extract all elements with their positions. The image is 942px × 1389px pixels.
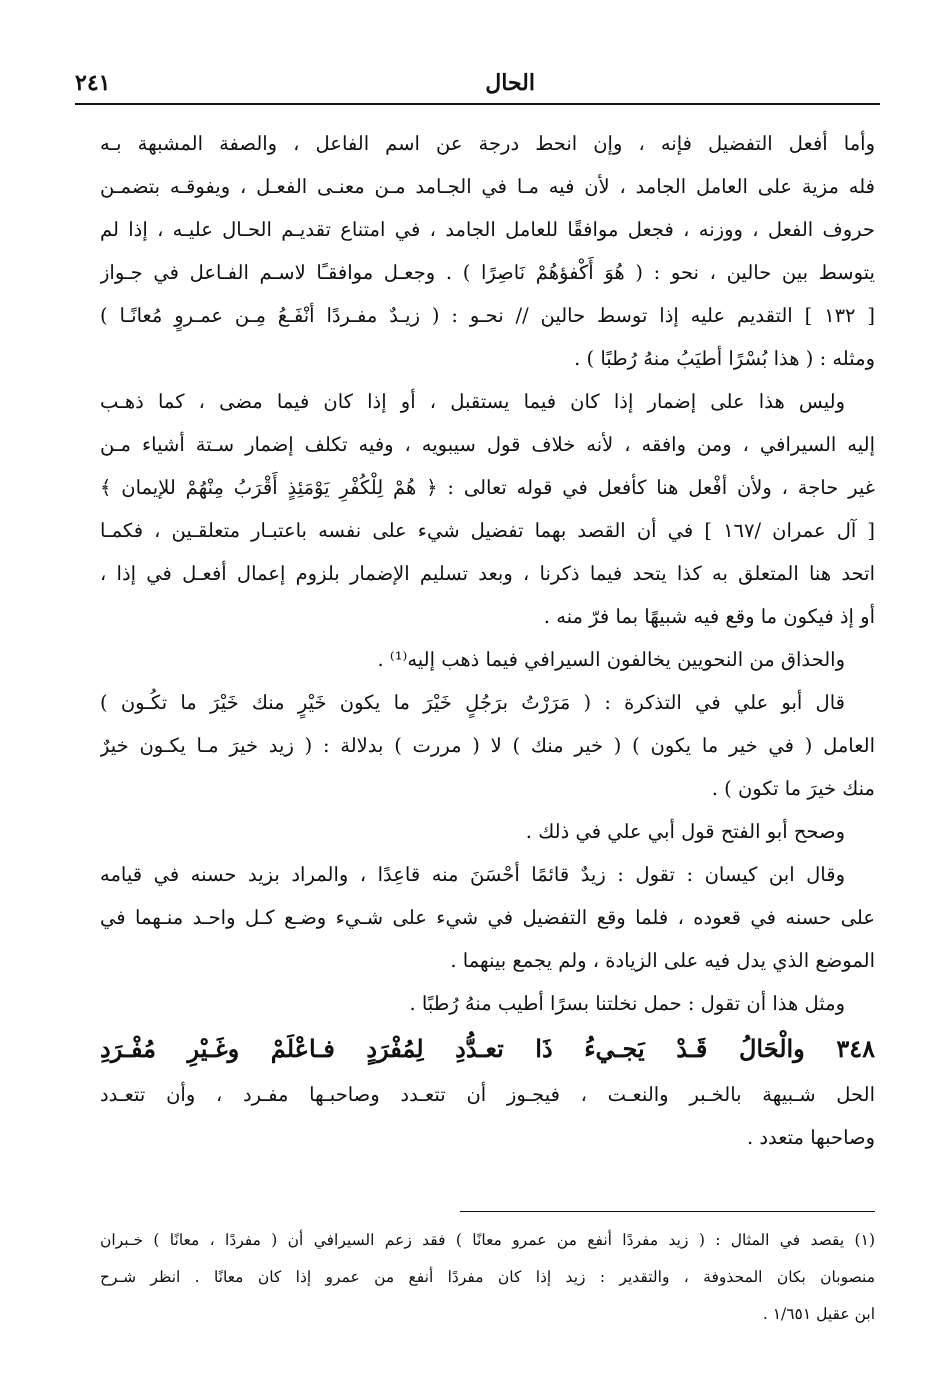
- text-line: وليس هذا على إضمار إذا كان فيما يستقبل ، أو إذا كان فيما مضى ، كما ذهـب: [100, 390, 845, 413]
- text-line: أو إذ فيكون ما وقع فيه شبيهًا بما فرّ منه .: [543, 605, 875, 628]
- verse-line: ٣٤٨ والْحَالُ قَـدْ يَجـيءُ ذَا تعـدُّدِ لِمُفْرَدٍ فـاعْلَمْ وغَـيْرِ مُفْـرَدِ: [100, 1034, 875, 1063]
- text-line: [ ١٣٢ ] التقديم عليه إذا توسط حالين // نحـو : ( زيـدٌ مفـردًا أنْفَـعُ مِـن عمـروٍ مُعانًـا ): [100, 304, 875, 327]
- footnotes: [100, 1222, 875, 1333]
- text-line: ومثل هذا أن تقول : حمل نخلتنا بسرًا أطيب منهُ رُطبًا .: [409, 992, 845, 1015]
- text-line: اتحد هنا المتعلق به كذا يتحد فيما ذكرنا ، وبعد تسليم الإضمار بلزوم إعمال أفعـل في إذا ،: [100, 562, 875, 585]
- text-line: قال أبو علي في التذكرة : ( مَرَرْتُ برَجُلٍ خَيْرَ ما يكون خَيْرٍ منك خَيْرَ ما تكُـون ): [100, 691, 845, 714]
- text-line: [ آل عمران /١٦٧ ] في أن القصد بهما تفضيل شيء على نفسه باعتبـار متعلقـين ، فكمـا: [100, 519, 875, 542]
- text-line: غير حاجة ، ولأن أفْعل هنا كأفعل في قوله تعالى : ﴿ هُمْ لِلْكُفْرِ يَوْمَئِذٍ أَقْرَبُ مِنْهُمْ للإيمان ﴾: [100, 476, 875, 499]
- text-line: الحل شـبيهة بالخـبر والنعـت ، فيجـوز أن تتعـدد وصاحبـها مفـرد ، وأن تتعـدد: [100, 1083, 875, 1106]
- text-line: فله مزية على العامل الجامد ، لأن فيه مـا في الجـامد مـن معنـى الفعـل ، ويفوقـه بتضمـن: [100, 175, 875, 198]
- header-rule: [75, 103, 880, 105]
- text-line: إليه السيرافي ، ومن وافقه ، لأنه خلاف قول سيبويه ، وفيه تكلف إضمار سـتة أشياء مـن: [100, 433, 875, 456]
- page-number: ٢٤١: [75, 70, 111, 96]
- footnote-line: منصوبان بكان المحذوفة ، والتقدير : زيد إذا كان مفردًا أنفع من عمرو إذا كان معانًا . انظر شـرح: [100, 1268, 875, 1286]
- running-title: الحال: [485, 70, 535, 96]
- page-header: [75, 70, 880, 100]
- text-line: منك خيرَ ما تكون ) .: [711, 777, 875, 800]
- text-line: وقال ابن كيسان : تقول : زيدٌ قائمًا أحْسَنَ منه قاعِدًا ، والمراد بزيد حسنه في قيامه: [100, 863, 845, 886]
- text-line: حروف الفعل ، ووزنه ، فجعل موافقًا للعامل الجامد ، في امتناع تقديـم الحـال عليـه ، إذا لم: [100, 218, 875, 241]
- footnote-line: ابن عقيل ١/٦٥١ .: [762, 1305, 875, 1323]
- text-line: على حسنه في قعوده ، فلما وقع التفضيل في شيء على شـيء وضـع كـل واحـد منـهما في: [100, 906, 875, 929]
- text-line: العامل ( في خير ما يكون ) ( خير منك ) لا ( مررت ) بدلالة : ( زيد خيرَ مـا يكـون خيرٌ: [100, 734, 875, 757]
- main-text: [100, 122, 875, 1159]
- text-line: الموضع الذي يدل فيه على الزيادة ، ولم يجمع بينهما .: [450, 949, 875, 972]
- text-line: وأما أفعل التفضيل فإنه ، وإن انحط درجة عن اسم الفاعل ، والصفة المشبهة بـه: [100, 132, 875, 155]
- footnote-rule: [460, 1211, 875, 1212]
- text-line: والحذاق من النحويين يخالفون السيرافي فيما ذهب إليه⁽¹⁾ .: [377, 648, 845, 671]
- text-line: وصاحبها متعدد .: [746, 1126, 875, 1149]
- text-line: وصحح أبو الفتح قول أبي علي في ذلك .: [525, 820, 845, 843]
- footnote-line: (١) يقصد في المثال : ( زيد مفردًا أنفع من عمرو معانًا ) فقد زعم السيرافي أن ( مفردًا ، معانًا ) خـبران: [100, 1231, 875, 1249]
- text-line: يتوسط بين حالين ، نحو : ( هُوَ أَكْفؤهُمْ نَاصِرًا ) . وجعـل موافقـًا لاسـم الفـاعل في جـواز: [100, 261, 875, 284]
- text-line: ومثله : ( هذا بُسْرًا أطيَبُ منهُ رُطبًا ) .: [574, 347, 875, 370]
